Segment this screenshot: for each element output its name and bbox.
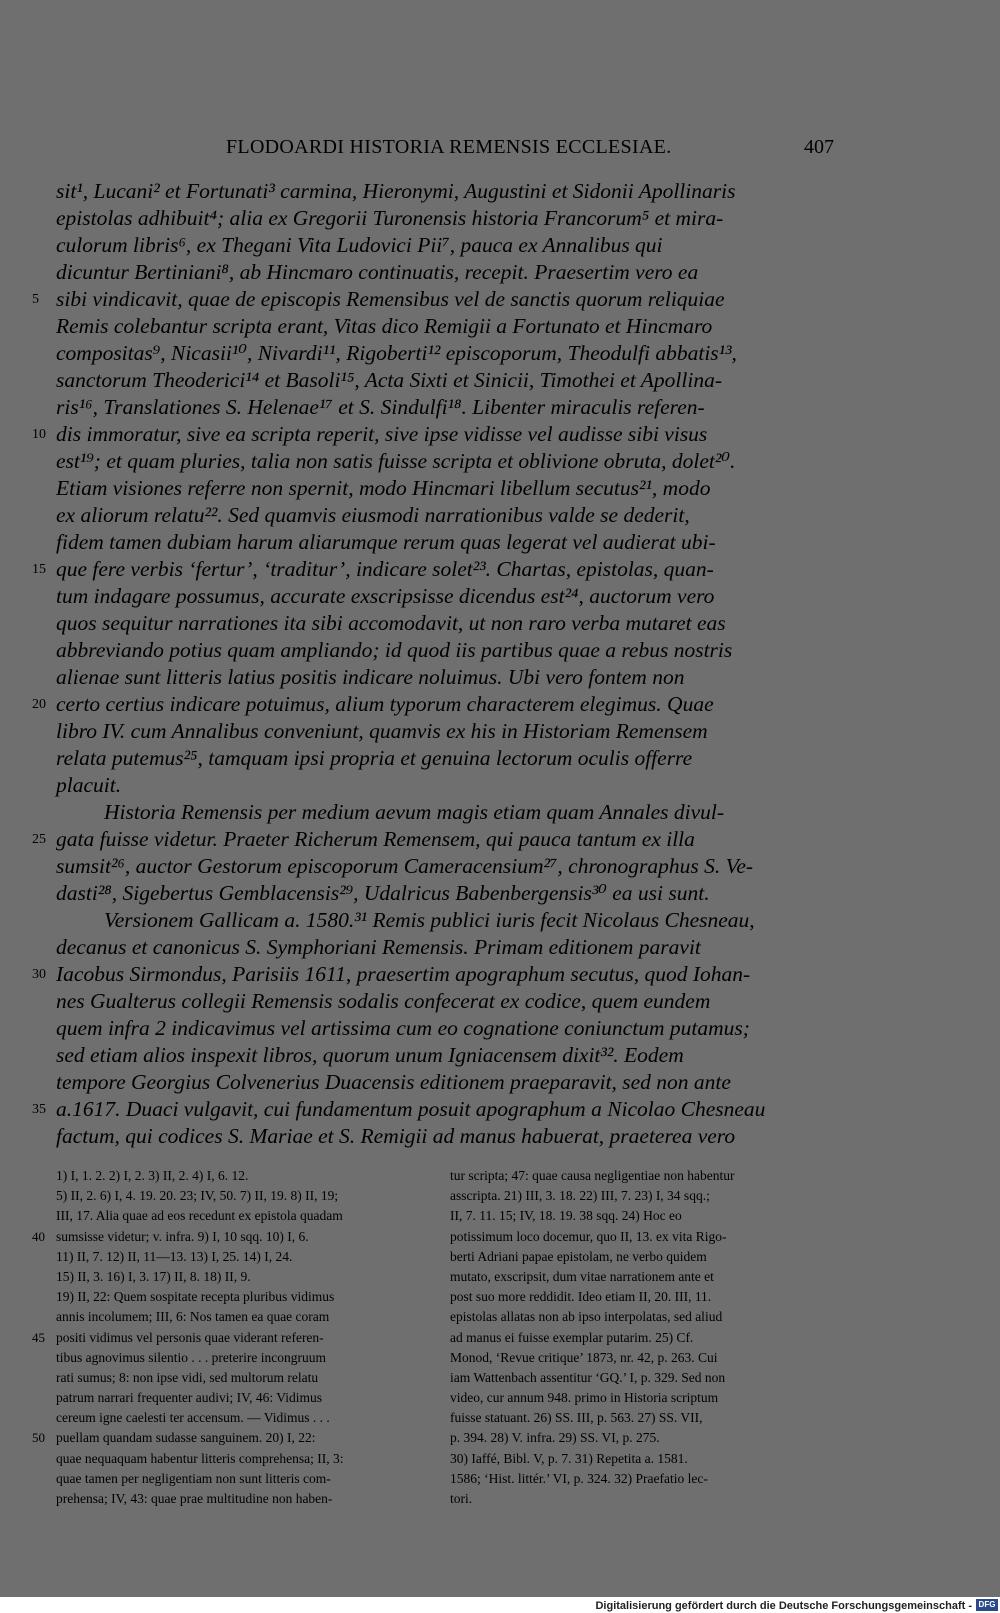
footnote-line-text: puellam quandam sudasse sanguinem. 20) I, 22: — [56, 1430, 316, 1446]
line-number: 15 — [32, 562, 46, 577]
footnote-line-text: 11) II, 7. 12) II, 11—13. 13) I, 25. 14) I, 24. — [56, 1248, 293, 1264]
page-header — [56, 136, 834, 164]
footnote-line — [32, 1328, 434, 1348]
footnote-line-text: video, cur annum 948. primo in Historia scriptum — [450, 1390, 719, 1406]
text-line — [32, 286, 834, 313]
footnote-line-text: 1586; ‘Hist. littér.’ VI, p. 324. 32) Praefatio lec- — [450, 1470, 708, 1486]
text-line — [56, 313, 834, 340]
footnote-line — [450, 1469, 828, 1489]
footnote-line — [450, 1287, 828, 1307]
text-line-text: est¹⁹; et quam pluries, talia non satis fuisse scripta et oblivione obruta, dolet²⁰. — [56, 449, 736, 473]
footnote-line — [56, 1489, 434, 1509]
footnote-line — [450, 1489, 828, 1509]
text-line — [32, 1096, 834, 1123]
text-line — [56, 259, 834, 286]
footnote-line — [56, 1247, 434, 1267]
text-line — [56, 232, 834, 259]
text-line-text: epistolas adhibuit⁴; alia ex Gregorii Turonensis historia Francorum⁵ et mira- — [56, 206, 724, 230]
text-line — [32, 421, 834, 448]
dfg-logo: DFG — [976, 1599, 998, 1611]
line-number: 40 — [32, 1228, 45, 1244]
footnote-line — [450, 1267, 828, 1287]
text-line — [56, 880, 834, 907]
footnote-line-text: post suo more reddidit. Ideo etiam II, 20. III, 11. — [450, 1289, 712, 1305]
footnote-line-text: III, 17. Alia quae ad eos recedunt ex epistola quadam — [56, 1208, 343, 1224]
text-line-text: sed etiam alios inspexit libros, quorum unum Igniacensem dixit³². Eodem — [56, 1043, 684, 1067]
text-line-text: tempore Georgius Colvenerius Duacensis editionem praeparavit, sed non ante — [56, 1070, 731, 1094]
text-line-text: a.1617. Duaci vulgavit, cui fundamentum posuit apographum a Nicolao Chesneau — [56, 1097, 766, 1121]
footnote-line-text: patrum narrari frequenter audivi; IV, 46: Vidimus — [56, 1390, 322, 1406]
text-line — [56, 340, 834, 367]
line-number: 25 — [32, 832, 46, 847]
footnote-line-text: berti Adriani papae epistolam, ne verbo quidem — [450, 1248, 707, 1264]
text-line-text: quem infra 2 indicavimus vel artissima cum eo cognatione coniunctum putamus; — [56, 1016, 750, 1040]
footnote-line — [56, 1307, 434, 1327]
footnote-line-text: epistolas allatas non ab ipso interpolatas, sed aliud — [450, 1309, 723, 1325]
footnote-line — [450, 1186, 828, 1206]
footnote-line-text: 5) II, 2. 6) I, 4. 19. 20. 23; IV, 50. 7) II, 19. 8) II, 19; — [56, 1188, 339, 1204]
page-number: 407 — [804, 136, 834, 158]
text-line-text: ris¹⁶, Translationes S. Helenae¹⁷ et S. Sindulfi¹⁸. Libenter miraculis referen- — [56, 395, 705, 419]
text-line-text: certo certius indicare potuimus, alium typorum characterem elegimus. Quae — [56, 692, 714, 716]
text-line-text: Iacobus Sirmondus, Parisiis 1611, praesertim apographum secutus, quod Iohan- — [56, 962, 751, 986]
footnote-line-text: mutato, exscripsit, dum vitae narrationem ante et — [450, 1268, 714, 1284]
text-line-text: nes Gualterus collegii Remensis sodalis confecerat ex codice, quem eundem — [56, 989, 711, 1013]
text-line — [56, 1069, 834, 1096]
footnote-line — [56, 1348, 434, 1368]
footnote-line — [450, 1449, 828, 1469]
footer-bar — [0, 1597, 1000, 1613]
footnote-line — [56, 1206, 434, 1226]
text-line — [56, 799, 834, 826]
footnote-line-text: potissimum loco docemur, quo II, 13. ex vita Rigo- — [450, 1228, 727, 1244]
text-line — [32, 556, 834, 583]
footnote-line — [450, 1328, 828, 1348]
footnote-line — [32, 1227, 434, 1247]
footnote-line-text: rati sumus; 8: non ipse vidi, sed multorum relatu — [56, 1369, 319, 1385]
text-line-text: placuit. — [56, 773, 122, 797]
running-title: FLODOARDI HISTORIA REMENSIS ECCLESIAE. — [226, 136, 672, 158]
footer-credit: Digitalisierung gefördert durch die Deutsche Forschungsgemeinschaft - — [595, 1600, 972, 1612]
footnote-line-text: ad manus ei fuisse exemplar putarim. 25) Cf. — [450, 1329, 694, 1345]
text-line-text: fidem tamen dubiam harum aliarumque rerum quas legerat vel audierat ubi- — [56, 530, 716, 554]
text-line — [56, 367, 834, 394]
footnote-line-text: Monod, ‘Revue critique’ 1873, nr. 42, p. 263. Cui — [450, 1349, 718, 1365]
text-line — [56, 1123, 834, 1150]
text-line-text: relata putemus²⁵, tamquam ipsi propria et genuina lectorum oculis offerre — [56, 746, 693, 770]
text-line — [56, 907, 834, 934]
footnote-line-text: quae nequaquam habentur litteris comprehensa; II, 3: — [56, 1450, 344, 1466]
footnote-line — [450, 1307, 828, 1327]
footnote-line — [450, 1227, 828, 1247]
footnote-line-text: fuisse statuant. 26) SS. III, p. 563. 27) SS. VII, — [450, 1410, 703, 1426]
text-line — [56, 988, 834, 1015]
text-line — [56, 394, 834, 421]
footnote-line — [450, 1428, 828, 1448]
text-line-text: sibi vindicavit, quae de episcopis Remensibus vel de sanctis quorum reliquiae — [56, 287, 725, 311]
text-line-text: quos sequitur narrationes ita sibi accomodavit, ut non raro verba mutaret eas — [56, 611, 726, 635]
footnote-line-text: positi vidimus vel personis quae viderant referen- — [56, 1329, 324, 1345]
footnote-line — [450, 1388, 828, 1408]
main-text — [32, 178, 834, 1150]
footnote-line — [450, 1247, 828, 1267]
text-line-text: Etiam visiones referre non spernit, modo Hincmari libellum secutus²¹, modo — [56, 476, 711, 500]
text-line-text: Versionem Gallicam a. 1580.³¹ Remis publici iuris fecit Nicolaus Chesneau, — [104, 908, 755, 932]
footnote-line — [56, 1408, 434, 1428]
footnote-line-text: 19) II, 22: Quem sospitate recepta pluribus vidimus — [56, 1289, 335, 1305]
text-line — [32, 826, 834, 853]
text-line-text: sanctorum Theoderici¹⁴ et Basoli¹⁵, Acta Sixti et Sinicii, Timothei et Apollina- — [56, 368, 723, 392]
footnotes-right-column — [450, 1166, 828, 1509]
text-line — [56, 178, 834, 205]
text-line — [56, 1015, 834, 1042]
footnote-line — [450, 1348, 828, 1368]
text-line-text: dis immoratur, sive ea scripta reperit, sive ipse vidisse vel audisse sibi visus — [56, 422, 708, 446]
footnote-line — [56, 1287, 434, 1307]
text-line-text: decanus et canonicus S. Symphoriani Remensis. Primam editionem paravit — [56, 935, 701, 959]
footnote-line-text: sumsisse videtur; v. infra. 9) I, 10 sqq. 10) I, 6. — [56, 1228, 309, 1244]
text-line — [56, 664, 834, 691]
text-line — [32, 961, 834, 988]
line-number: 35 — [32, 1102, 46, 1117]
text-line — [56, 772, 834, 799]
text-line — [56, 745, 834, 772]
text-line — [56, 529, 834, 556]
footnote-line — [56, 1388, 434, 1408]
text-line — [56, 1042, 834, 1069]
text-line-text: sit¹, Lucani² et Fortunati³ carmina, Hieronymi, Augustini et Sidonii Apollinaris — [56, 179, 736, 203]
text-line-text: Historia Remensis per medium aevum magis etiam quam Annales divul- — [104, 800, 725, 824]
footnote-line-text: annis incolumem; III, 6: Nos tamen ea quae coram — [56, 1309, 330, 1325]
footnotes-left-column — [32, 1166, 434, 1509]
footnote-line — [56, 1166, 434, 1186]
text-line — [56, 475, 834, 502]
line-number: 45 — [32, 1329, 45, 1345]
footnote-line — [450, 1206, 828, 1226]
text-line — [56, 448, 834, 475]
text-line-text: tum indagare possumus, accurate exscripsisse dicendus est²⁴, auctorum vero — [56, 584, 715, 608]
footnote-line — [450, 1408, 828, 1428]
text-line — [56, 934, 834, 961]
footnote-line-text: 15) II, 3. 16) I, 3. 17) II, 8. 18) II, 9. — [56, 1268, 251, 1284]
footnote-line — [56, 1449, 434, 1469]
line-number: 5 — [32, 292, 39, 307]
footnote-line-text: tibus agnovimus silentio . . . preterire incongruum — [56, 1349, 326, 1365]
text-line-text: gata fuisse videtur. Praeter Richerum Remensem, qui pauca tantum ex illa — [56, 827, 695, 851]
line-number: 30 — [32, 967, 46, 982]
text-line — [56, 502, 834, 529]
footnote-line-text: p. 394. 28) V. infra. 29) SS. VI, p. 275. — [450, 1430, 660, 1446]
text-line — [56, 718, 834, 745]
text-line — [56, 610, 834, 637]
footnote-line — [56, 1186, 434, 1206]
footnote-line — [32, 1428, 434, 1448]
text-line — [56, 637, 834, 664]
text-line — [56, 205, 834, 232]
line-number: 50 — [32, 1430, 45, 1446]
line-number: 20 — [32, 697, 46, 712]
footnote-line-text: tori. — [450, 1491, 473, 1506]
text-line-text: Remis colebantur scripta erant, Vitas dico Remigii a Fortunato et Hincmaro — [56, 314, 713, 338]
text-line-text: abbreviando potius quam ampliando; id quod iis partibus quae a rebus nostris — [56, 638, 733, 662]
footnote-line-text: cereum igne caelesti ter accensum. — Vidimus . . . — [56, 1410, 330, 1426]
footnote-line — [56, 1267, 434, 1287]
text-line-text: que fere verbis ‘fertur’, ‘traditur’, indicare solet²³. Chartas, epistolas, quan- — [56, 557, 714, 581]
text-line-text: factum, qui codices S. Mariae et S. Remigii ad manus habuerat, praeterea vero — [56, 1124, 736, 1148]
text-line-text: dasti²⁸, Sigebertus Gemblacensis²⁹, Udalricus Babenbergensis³⁰ ea usi sunt. — [56, 881, 710, 905]
footnote-line-text: iam Wattenbach assentitur ‘GQ.’ I, p. 329. Sed non — [450, 1369, 726, 1385]
footnote-line-text: II, 7. 11. 15; IV, 18. 19. 38 sqq. 24) Hoc eo — [450, 1208, 682, 1224]
line-number: 10 — [32, 427, 46, 442]
footnote-line-text: 30) Iaffé, Bibl. V, p. 7. 31) Repetita a. 1581. — [450, 1450, 688, 1466]
footnote-line — [56, 1368, 434, 1388]
footnote-line-text: tur scripta; 47: quae causa negligentiae non habentur — [450, 1168, 735, 1183]
text-line-text: alienae sunt litteris latius positis indicare noluimus. Ubi vero fontem non — [56, 665, 685, 689]
footnote-line-text: 1) I, 1. 2. 2) I, 2. 3) II, 2. 4) I, 6. 12. — [56, 1168, 249, 1183]
text-line-text: sumsit²⁶, auctor Gestorum episcoporum Cameracensium²⁷, chronographus S. Ve- — [56, 854, 754, 878]
text-line-text: dicuntur Bertiniani⁸, ab Hincmaro continuatis, recepit. Praesertim vero ea — [56, 260, 699, 284]
footnote-line-text: asscripta. 21) III, 3. 18. 22) III, 7. 23) I, 34 sqq.; — [450, 1188, 710, 1204]
text-line — [56, 583, 834, 610]
footnote-line-text: quae tamen per negligentiam non sunt litteris com- — [56, 1470, 331, 1486]
text-line — [32, 691, 834, 718]
footnote-line — [56, 1469, 434, 1489]
text-line-text: compositas⁹, Nicasii¹⁰, Nivardi¹¹, Rigoberti¹² episcoporum, Theodulfi abbatis¹³, — [56, 341, 737, 365]
text-line-text: culorum libris⁶, ex Thegani Vita Ludovici Pii⁷, pauca ex Annalibus qui — [56, 233, 663, 257]
footnote-line — [450, 1368, 828, 1388]
text-line-text: ex aliorum relatu²². Sed quamvis eiusmodi narrationibus valde se dederit, — [56, 503, 690, 527]
text-line-text: libro IV. cum Annalibus conveniunt, quamvis ex his in Historiam Remensem — [56, 719, 708, 743]
footnote-line-text: prehensa; IV, 43: quae prae multitudine non haben- — [56, 1491, 333, 1506]
footnote-line — [450, 1166, 828, 1186]
text-line — [56, 853, 834, 880]
